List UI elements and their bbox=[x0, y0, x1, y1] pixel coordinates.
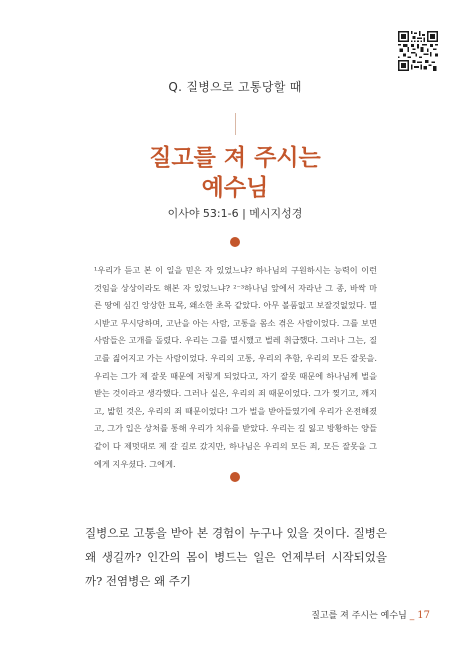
qr-code-icon bbox=[398, 31, 438, 71]
ornament-dot-bottom bbox=[230, 472, 240, 482]
page-footer bbox=[311, 608, 430, 621]
question-heading: Q. 질병으로 고통당할 때 bbox=[168, 80, 302, 94]
scripture-passage: ¹우리가 듣고 본 이 일을 믿은 자 있었느냐? 하나님의 구원하시는 능력이 이런 것임을 상상이라도 해본 자 있었느냐? ²⁻³하나님 앞에서 자라난 그 종, 바싹 마른 땅에 심긴 앙상한 묘목, 왜소한 초목 같았다. 아무 볼품없고 보잘것없었다. 멸시받고 무시당하며, 고난을 아는 사람, 고통을 몸소 겪은 사람이었다. 그를 보면 사람들은 고개를 돌렸다. 우리는 그를 멸시했고 벌레 취급했다. 그러나 그는, 질고를 짊어지고 가는 사람이었다. 우리의 고통, 우리의 추함, 우리의 모든 잘못을. 우리는 그가 제 잘못 때문에 저렇게 되었다고, 자기 잘못 때문에 하나님께 벌을 받는 것이라고 생각했다. 그러나 실은, 우리의 죄 때문이었다. 그가 찢기고, 깨지고, 밟힌 것은, 우리의 죄 때문이었다! 그가 벌을 받아들였기에 우리가 온전해졌고, 그가 입은 상처를 통해 우리가 치유를 받았다. 우리는 길 잃고 방황하는 양들같이 다 제멋대로 제 갈 길로 갔지만, 하나님은 우리의 모든 죄, 모든 잘못을 그에게 지우셨다. 그에게. bbox=[94, 265, 377, 469]
footer-separator: _ bbox=[409, 611, 415, 621]
chapter-title bbox=[0, 143, 470, 203]
running-title: 질고를 져 주시는 예수님 bbox=[311, 611, 407, 621]
scripture-reference: 이사야 53:1-6 | 메시지성경 bbox=[167, 207, 303, 220]
chapter-title-line-2: 예수님 bbox=[201, 175, 269, 201]
ornament-dot-top bbox=[230, 237, 240, 247]
divider-line bbox=[235, 113, 236, 135]
chapter-title-line-1: 질고를 져 주시는 bbox=[149, 145, 321, 171]
body-paragraph: 질병으로 고통을 받아 본 경험이 누구나 있을 것이다. 질병은 왜 생길까? 인간의 몸이 병드는 일은 언제부터 시작되었을까? 전염병은 왜 주기 bbox=[85, 526, 387, 588]
page-number: 17 bbox=[417, 610, 430, 621]
